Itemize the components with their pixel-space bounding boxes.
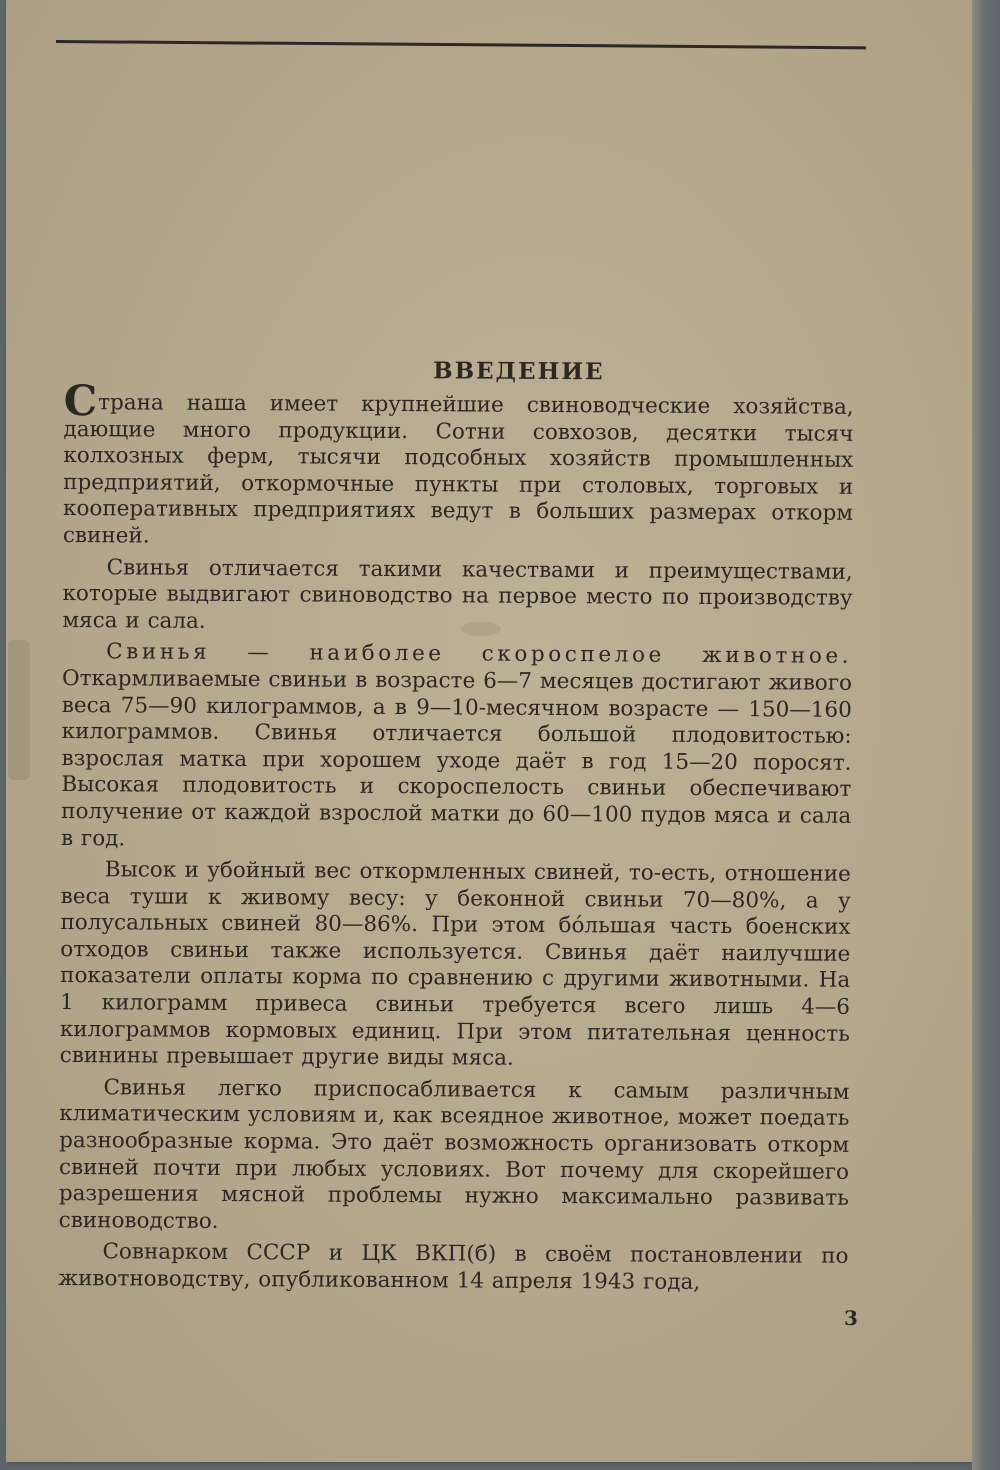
- paragraph-5: Свинья легко приспосабливается к самым различным климатическим условиям и, как всеядное животное, может поедать разнообразные корма. Это даёт возможность организовать откорм свиней почти при любых условиях. Вот почему для скорейшего разрешения мясной проблемы нужно максимально развивать свиноводство.: [58, 1075, 850, 1234]
- paragraph-1: [62, 375, 854, 554]
- paragraph-1-text: трана наша имеет крупнейшие свиноводческие хозяйства, дающие много продукции. Сотни совхозов, десятки тысяч колхозных ферм, тысячи подсобных хозяйств промышленных предприятий, откормочные пункты при столовых, торговых и кооперативных предприятиях ведут в больших размерах откорм свиней.: [62, 390, 854, 549]
- paragraph-6: Совнарком СССР и ЦК ВКП(б) в своём постановлении по животноводству, опубликованном 14 апреля 1943 года,: [58, 1239, 849, 1295]
- paragraph-3-spaced-lead: Свинья — наиболее скороспелое животное.: [106, 639, 853, 670]
- paper-stain: [8, 640, 30, 780]
- drop-cap: С: [63, 375, 98, 426]
- paragraph-4: Высок и убойный вес откормленных свиней, то-есть, отношение веса туши к живому весу: у беконной свиньи 70—80%, а у полусальных свиней 80—86%. При этом бо́льшая часть боенских отходов свиньи также используется. Свинья даёт наилучшие показатели оплаты корма по сравнению с другими животными. На 1 килограмм привеса свиньи требуется всего лишь 4—6 килограммов кормовых единиц. При этом питательная ценность свинины превышает другие виды мяса.: [59, 857, 851, 1072]
- paragraph-3: [61, 639, 852, 857]
- background-edge: [972, 0, 1000, 1470]
- header-rule: [56, 40, 866, 49]
- book-page: [6, 0, 972, 1462]
- page-text: [58, 352, 854, 1302]
- section-heading: ВВЕДЕНИЕ: [433, 357, 605, 386]
- page-number: 3: [844, 1306, 858, 1330]
- paragraph-3-text: Откармливаемые свиньи в возрасте 6—7 месяцев достигают живого веса 75—90 килограммов, а в 9—10-месячном возрасте — 150—160 килограммов. Свинья отличается большой плодовитостью: взрослая матка при хорошем уходе даёт в год 15—20 поросят. Высокая плодовитость и скороспелость свиньи обеспечивают получение от каждой взрослой матки до 60—100 пудов мяса и сала в год.: [60, 665, 853, 851]
- paragraph-2: Свинья отличается такими качествами и преимуществами, которые выдвигают свиноводство на первое место по производству мяса и сала.: [62, 554, 853, 634]
